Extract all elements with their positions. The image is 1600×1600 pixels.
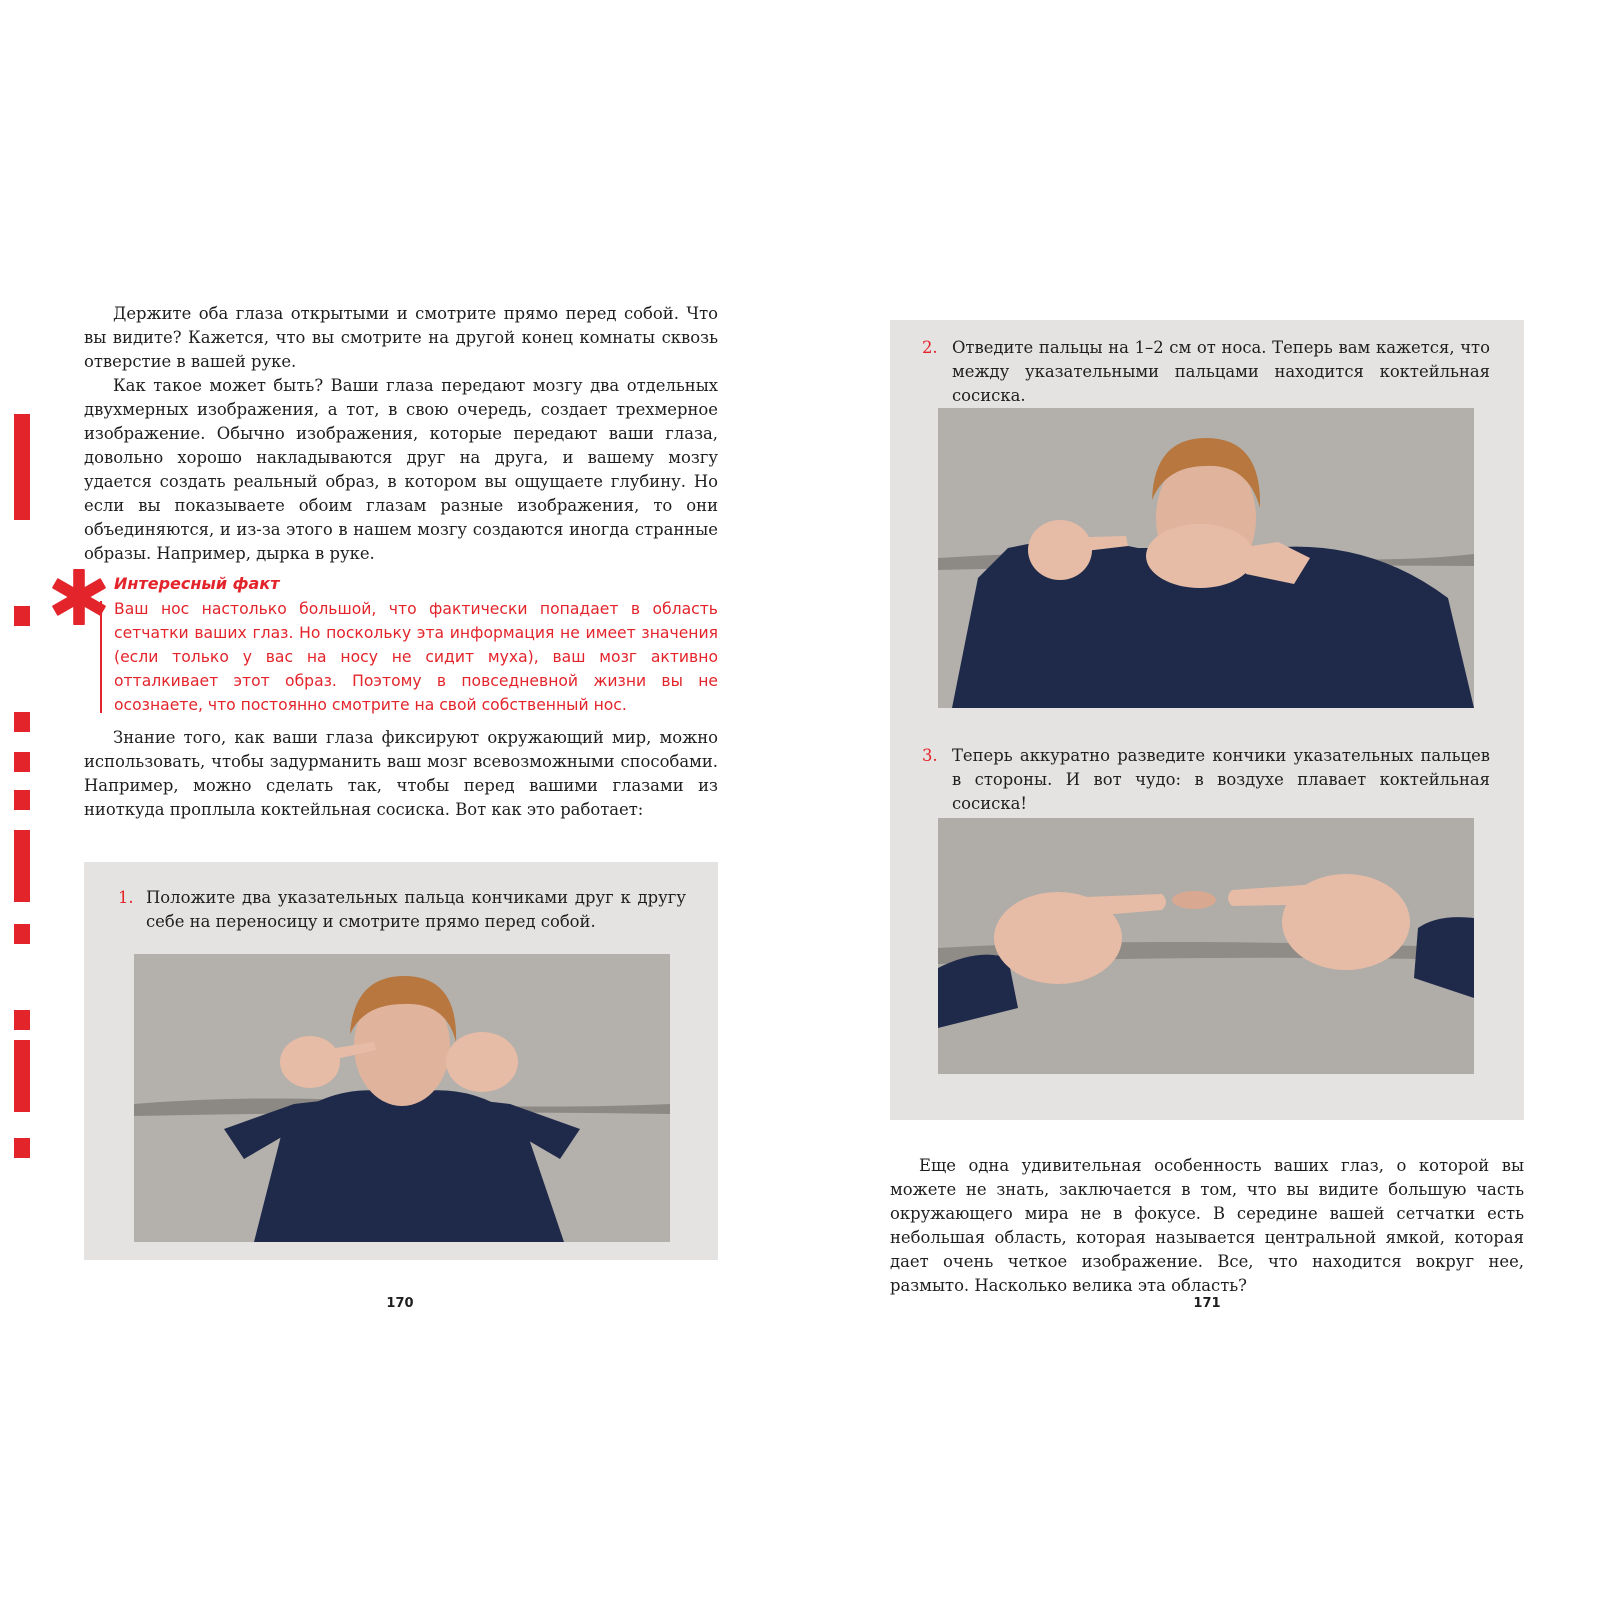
step-number: 3. <box>922 746 938 765</box>
page-number: 171 <box>1193 1296 1221 1311</box>
edge-mark <box>14 414 30 520</box>
edge-mark <box>14 752 30 772</box>
photo-finger-sausage <box>938 408 1474 708</box>
edge-mark <box>14 712 30 732</box>
step-text: Отведите пальцы на 1–2 см от носа. Теперь вам кажется, что между указательными пальцами находится коктейльная сосиска. <box>952 338 1490 405</box>
right-page <box>800 0 1600 1600</box>
fact-title: Интересный факт <box>114 574 280 593</box>
step-number: 2. <box>922 338 938 357</box>
photo-fingers-on-nose-bridge <box>134 954 670 1242</box>
edge-mark <box>14 606 30 626</box>
intro-text <box>84 302 718 566</box>
closing-text <box>890 1154 1524 1298</box>
fact-text: Ваш нос настолько большой, что фактически попадает в область сетчатки ваших глаз. Но поскольку эта информация не имеет значения (если только у вас на носу не сидит муха), ваш мозг активно отталкивает этот образ. Поэтому в повседневной жизни вы не осознаете, что постоянно смотрите на свой собственный нос. <box>114 600 718 714</box>
page-number: 170 <box>386 1296 414 1311</box>
steps-2-3-box <box>890 320 1524 1120</box>
step-text: Теперь аккуратно разведите кончики указательных пальцев в стороны. И вот чудо: в воздухе плавает коктейльная сосиска! <box>952 746 1490 813</box>
text-after-fact <box>84 726 718 822</box>
edge-mark <box>14 1040 30 1112</box>
paragraph: Еще одна удивительная особенность ваших глаз, о которой вы можете не знать, заключается в том, что вы видите большую часть окружающего мира не в фокусе. В середине вашей сетчатки есть небольшая область, которая называется центральной ямкой, которая дает очень четкое изображение. Все, что находится вокруг нее, размыто. Насколько велика эта область? <box>890 1156 1524 1295</box>
paragraph: Держите оба глаза открытыми и смотрите прямо перед собой. Что вы видите? Кажется, что вы смотрите на другой конец комнаты сквозь отверстие в вашей руке. <box>84 304 718 371</box>
edge-mark <box>14 830 30 902</box>
step-text: Положите два указательных пальца кончиками друг к другу себе на переносицу и смотрите прямо перед собой. <box>146 888 686 931</box>
fact-rule <box>100 601 102 713</box>
edge-mark <box>14 1138 30 1158</box>
edge-index-marks <box>14 0 30 1600</box>
step-1-box <box>84 862 718 1260</box>
edge-mark <box>14 1010 30 1030</box>
step-number: 1. <box>118 888 134 907</box>
photo-floating-sausage <box>938 818 1474 1074</box>
edge-mark <box>14 924 30 944</box>
paragraph: Как такое может быть? Ваши глаза передают мозгу два отдельных двухмерных изображения, а тот, в свою очередь, создает трехмерное изображение. Обычно изображения, которые передают ваши глаза, довольно хорошо накладываются друг на друга, и вашему мозгу удается создать реальный образ, в котором вы ощущаете глубину. Но если вы показываете обоим глазам разные изображения, то они объединяются, и из-за этого в нашем мозгу создаются иногда странные образы. Например, дырка в руке. <box>84 376 718 563</box>
paragraph: Знание того, как ваши глаза фиксируют окружающий мир, можно использовать, чтобы задурманить ваш мозг всевозможными способами. Например, можно сделать так, чтобы перед вашими глазами из ниоткуда проплыла коктейльная сосиска. Вот как это работает: <box>84 728 718 819</box>
edge-mark <box>14 790 30 810</box>
